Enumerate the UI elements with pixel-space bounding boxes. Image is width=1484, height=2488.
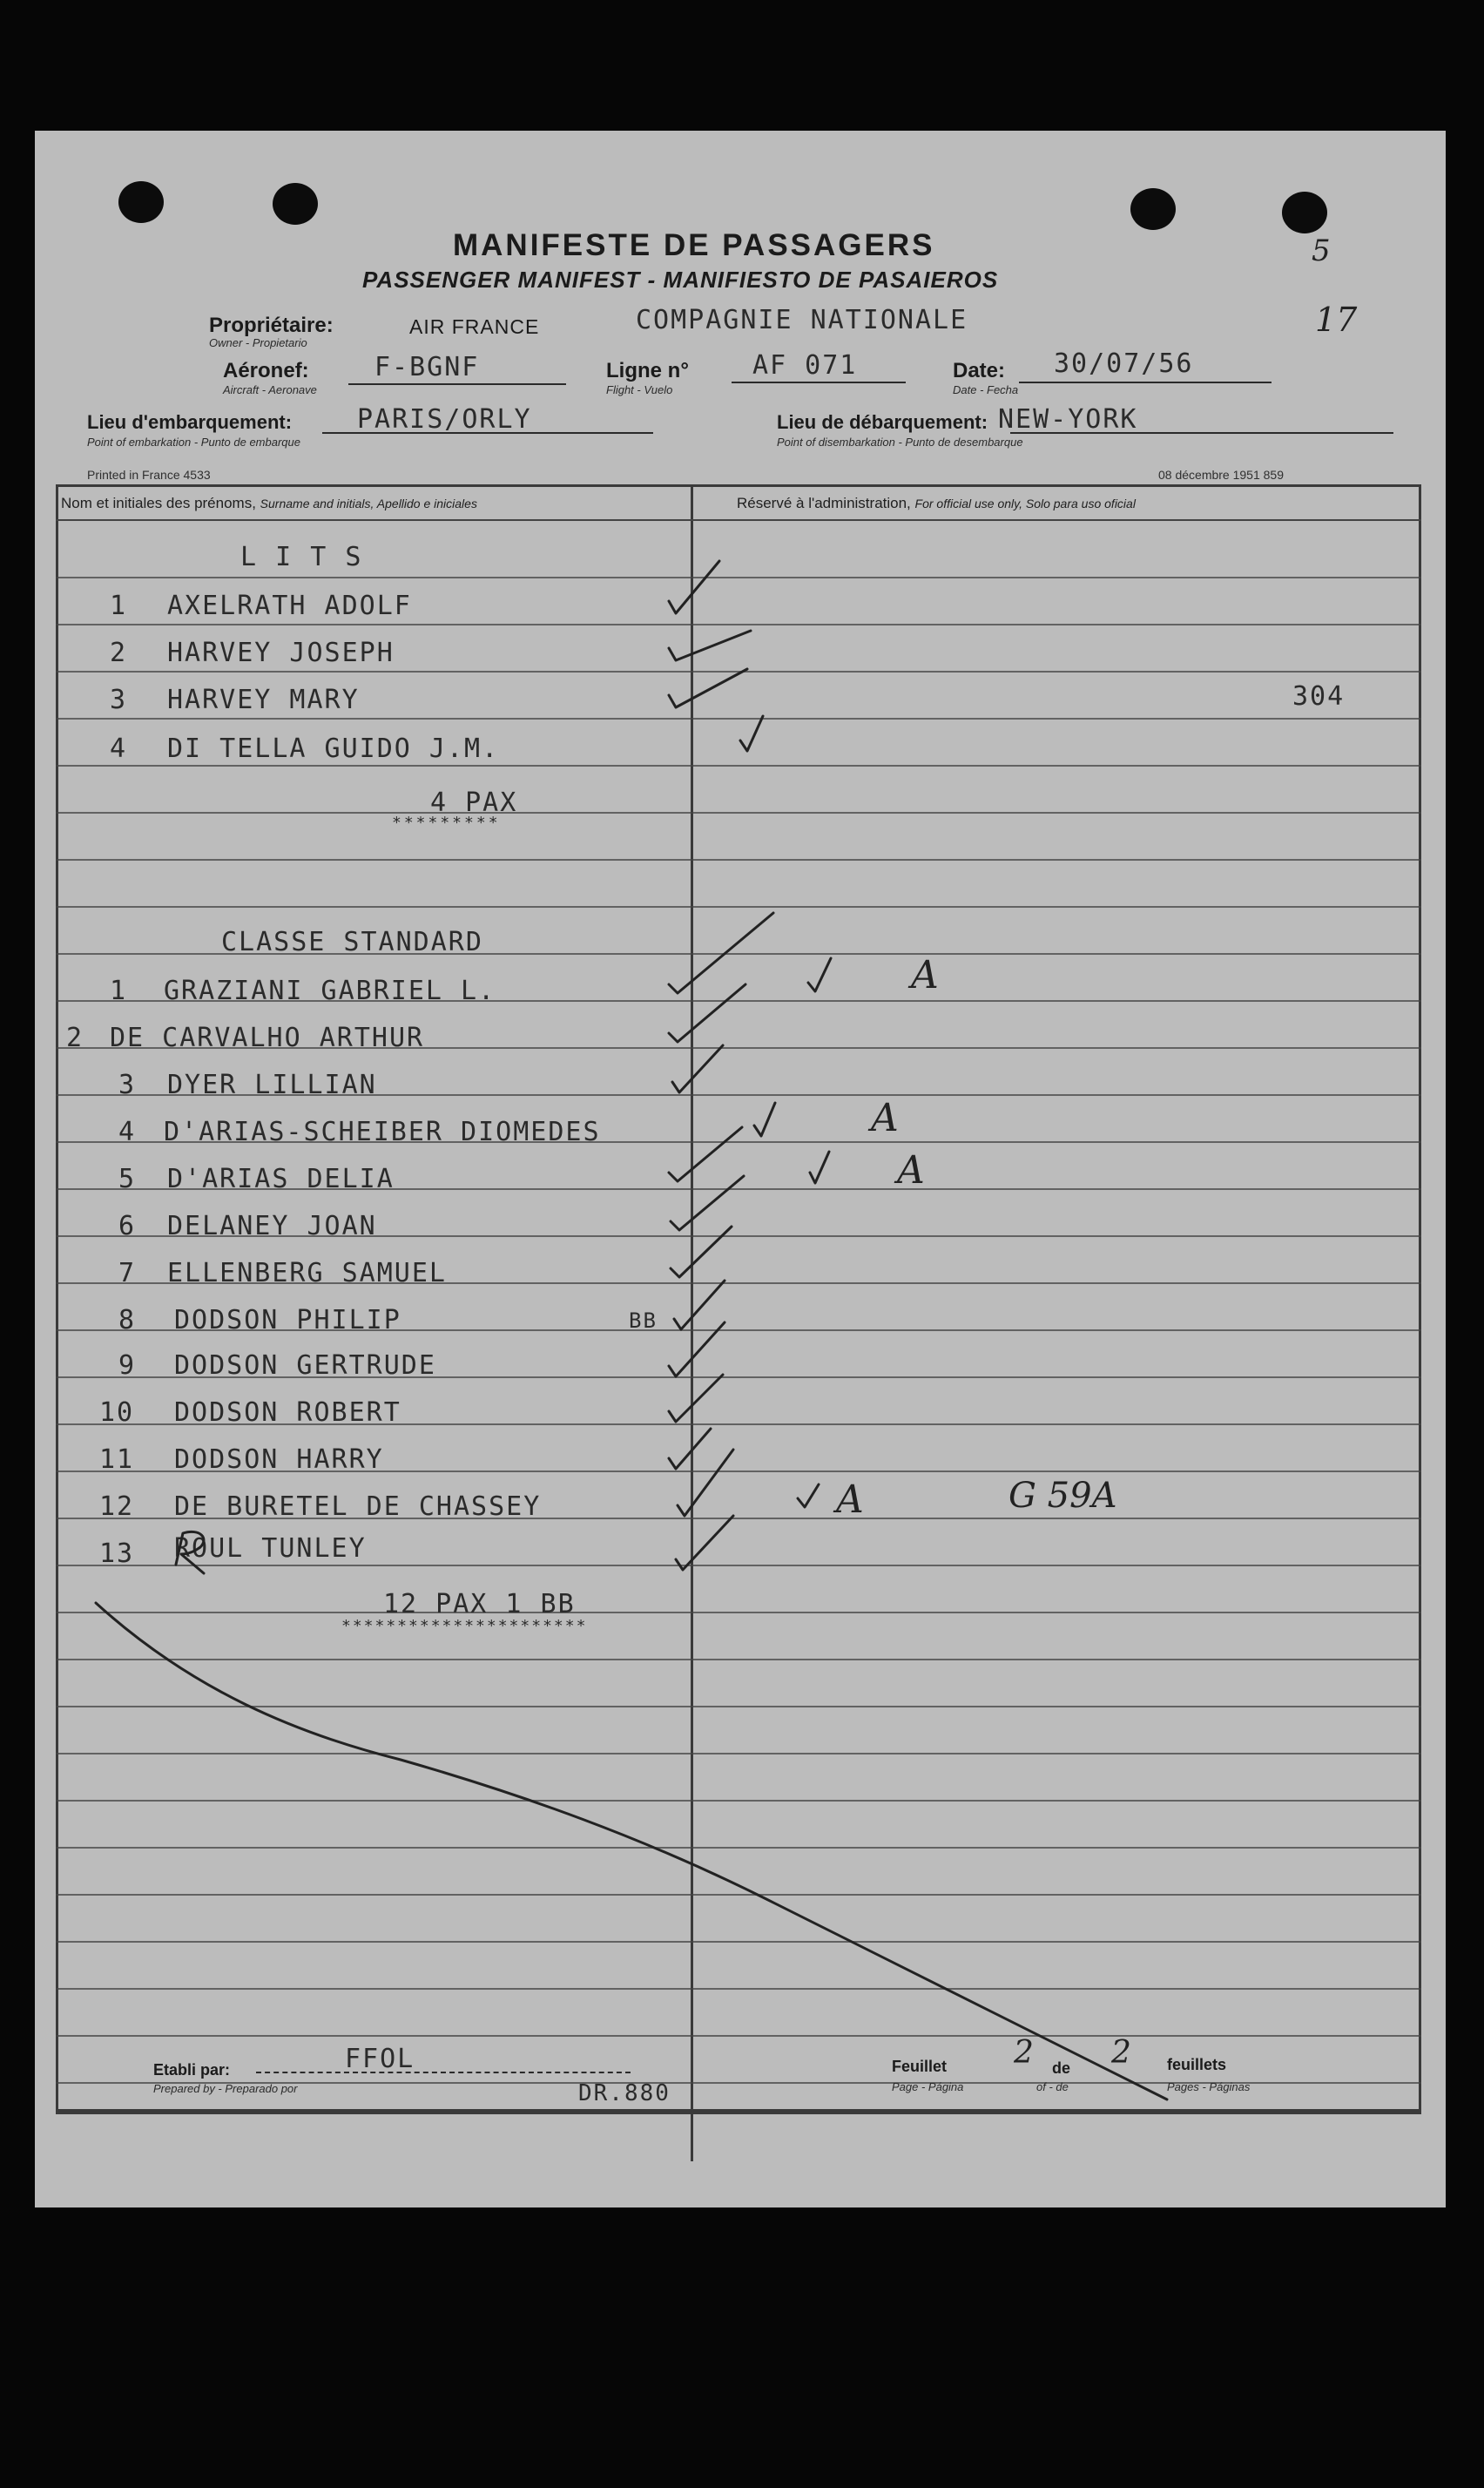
standard-row-6-name: DELANEY JOAN bbox=[167, 1211, 377, 1241]
prepared-value: FFOL bbox=[345, 2044, 415, 2074]
checkmark bbox=[810, 1152, 829, 1183]
standard-row-12-name: DE BURETEL DE CHASSEY bbox=[174, 1491, 542, 1522]
annotation-a: A bbox=[871, 1096, 899, 1140]
checkmark bbox=[808, 958, 831, 991]
standard-row-9-name: DODSON GERTRUDE bbox=[174, 1350, 436, 1381]
cancel-stroke bbox=[96, 1603, 1167, 2099]
admin-number: 304 bbox=[1292, 681, 1346, 712]
checkmark bbox=[669, 984, 745, 1042]
embark-label: Lieu d'embarquement: bbox=[87, 411, 293, 433]
aircraft-sublabel: Aircraft - Aeronave bbox=[223, 383, 317, 396]
standard-row-4-name: D'ARIAS-SCHEIBER DIOMEDES bbox=[164, 1117, 601, 1147]
lits-row-2-num: 2 bbox=[110, 638, 128, 668]
standard-row-2-name: DE CARVALHO ARTHUR bbox=[110, 1023, 425, 1053]
annotation-g: G 59A bbox=[1008, 1476, 1117, 1516]
line-value: AF 071 bbox=[752, 350, 858, 381]
checkmark bbox=[671, 1227, 732, 1277]
standard-row-6-num: 6 bbox=[118, 1211, 137, 1241]
annotation-a: A bbox=[836, 1477, 864, 1522]
standard-row-8-num: 8 bbox=[118, 1305, 137, 1335]
lits-row-2-name: HARVEY JOSEPH bbox=[167, 638, 395, 668]
standard-row-5-num: 5 bbox=[118, 1164, 137, 1194]
form-code: DR.880 bbox=[578, 2080, 671, 2106]
checkmark bbox=[669, 669, 747, 707]
lits-stars: ********* bbox=[392, 814, 501, 832]
sheet-label: Feuillet bbox=[892, 2058, 948, 2075]
sheet-value: 2 bbox=[1014, 2035, 1034, 2071]
checkmark bbox=[669, 1322, 725, 1376]
standard-row-7-name: ELLENBERG SAMUEL bbox=[167, 1258, 447, 1288]
checkmark bbox=[669, 913, 773, 993]
embark-sublabel: Point of embarkation - Punto de embarque bbox=[87, 436, 300, 449]
checkmark bbox=[798, 1484, 819, 1507]
aircraft-value: F-BGNF bbox=[374, 352, 480, 382]
disembark-label: Lieu de débarquement: bbox=[777, 411, 988, 433]
checkmark bbox=[669, 1429, 711, 1469]
prepared-label: Etabli par: bbox=[153, 2061, 231, 2079]
standard-row-3-num: 3 bbox=[118, 1070, 137, 1100]
sheets-label: feuillets bbox=[1167, 2056, 1227, 2073]
standard-row-4-num: 4 bbox=[118, 1117, 137, 1147]
owner-printed-value: AIR FRANCE bbox=[409, 315, 540, 338]
handwritten-r bbox=[176, 1531, 204, 1573]
lits-row-4-name: DI TELLA GUIDO J.M. bbox=[167, 734, 500, 764]
checkmark bbox=[672, 1045, 723, 1092]
embark-value: PARIS/ORLY bbox=[357, 404, 532, 435]
standard-total: 12 PAX 1 BB bbox=[383, 1589, 576, 1619]
line-sublabel: Flight - Vuelo bbox=[606, 383, 673, 396]
pen-marks bbox=[35, 131, 1446, 2207]
lits-row-1-name: AXELRATH ADOLF bbox=[167, 591, 412, 621]
date-label: Date: bbox=[953, 359, 1006, 382]
of-value: 2 bbox=[1111, 2035, 1131, 2071]
standard-row-11-num: 11 bbox=[99, 1444, 135, 1475]
standard-row-10-name: DODSON ROBERT bbox=[174, 1397, 401, 1428]
standard-row-9-num: 9 bbox=[118, 1350, 137, 1381]
document-title: MANIFESTE DE PASSAGERS bbox=[453, 228, 935, 262]
date-sublabel: Date - Fecha bbox=[953, 383, 1019, 396]
standard-row-3-name: DYER LILLIAN bbox=[167, 1070, 377, 1100]
lits-row-3-num: 3 bbox=[110, 685, 128, 715]
standard-row-13-num: 13 bbox=[99, 1538, 135, 1569]
standard-heading: CLASSE STANDARD bbox=[221, 927, 483, 957]
manifest-sheet bbox=[35, 131, 1446, 2207]
standard-row-7-num: 7 bbox=[118, 1258, 137, 1288]
checkmark bbox=[669, 631, 751, 660]
checkmark bbox=[678, 1450, 733, 1516]
owner-sublabel: Owner - Propietario bbox=[209, 336, 307, 349]
standard-row-2-num: 2 bbox=[66, 1023, 84, 1053]
checkmark bbox=[674, 1281, 725, 1329]
checkmark bbox=[669, 1127, 742, 1181]
lits-row-3-name: HARVEY MARY bbox=[167, 685, 360, 715]
standard-row-12-num: 12 bbox=[99, 1491, 135, 1522]
standard-stars: ********************** bbox=[341, 1617, 588, 1635]
bb-note: BB bbox=[629, 1308, 658, 1333]
col-names-header: Nom et initiales des prénoms, Surname and initials, Apellido e iniciales bbox=[61, 495, 477, 511]
of-sublabel: of - de bbox=[1036, 2080, 1069, 2093]
line-label: Ligne n° bbox=[606, 359, 689, 382]
disembark-sublabel: Point of disembarkation - Punto de desembarque bbox=[777, 436, 1023, 449]
checkmark bbox=[740, 716, 763, 751]
prepared-sublabel: Prepared by - Preparado por bbox=[153, 2082, 298, 2095]
aircraft-label: Aéronef: bbox=[223, 359, 309, 382]
standard-row-11-name: DODSON HARRY bbox=[174, 1444, 384, 1475]
checkmark bbox=[676, 1516, 733, 1570]
standard-row-5-name: D'ARIAS DELIA bbox=[167, 1164, 395, 1194]
standard-row-10-num: 10 bbox=[99, 1397, 135, 1428]
printed-date: 08 décembre 1951 859 bbox=[1158, 468, 1284, 482]
printed-note: Printed in France 4533 bbox=[87, 468, 211, 482]
lits-row-1-num: 1 bbox=[110, 591, 128, 621]
document-subtitle: PASSENGER MANIFEST - MANIFIESTO DE PASAIEROS bbox=[362, 267, 999, 293]
col-admin-header: Réservé à l'administration, For official use only, Solo para uso oficial bbox=[737, 495, 1136, 511]
checkmark bbox=[669, 1375, 723, 1422]
date-value: 30/07/56 bbox=[1054, 348, 1194, 379]
owner-label: Propriétaire: bbox=[209, 314, 334, 337]
of-label: de bbox=[1052, 2059, 1071, 2077]
handwritten-page-total: 17 bbox=[1315, 301, 1358, 339]
checkmark bbox=[671, 1176, 744, 1230]
standard-row-13-name: ROUL TUNLEY bbox=[174, 1533, 367, 1564]
handwritten-page-number: 5 bbox=[1312, 233, 1331, 268]
owner-typed-value: COMPAGNIE NATIONALE bbox=[636, 305, 968, 335]
standard-row-1-num: 1 bbox=[110, 976, 128, 1006]
checkmark bbox=[669, 561, 719, 613]
standard-row-1-name: GRAZIANI GABRIEL L. bbox=[164, 976, 496, 1006]
disembark-value: NEW-YORK bbox=[998, 404, 1138, 435]
annotation-a: A bbox=[897, 1148, 925, 1193]
lits-heading: L I T S bbox=[240, 542, 363, 572]
annotation-a: A bbox=[911, 953, 939, 997]
lits-total: 4 PAX bbox=[430, 788, 518, 818]
sheets-sublabel: Pages - Páginas bbox=[1167, 2080, 1251, 2093]
standard-row-8-name: DODSON PHILIP bbox=[174, 1305, 401, 1335]
sheet-sublabel: Page - Página bbox=[892, 2080, 964, 2093]
lits-row-4-num: 4 bbox=[110, 734, 128, 764]
checkmark bbox=[754, 1103, 775, 1136]
